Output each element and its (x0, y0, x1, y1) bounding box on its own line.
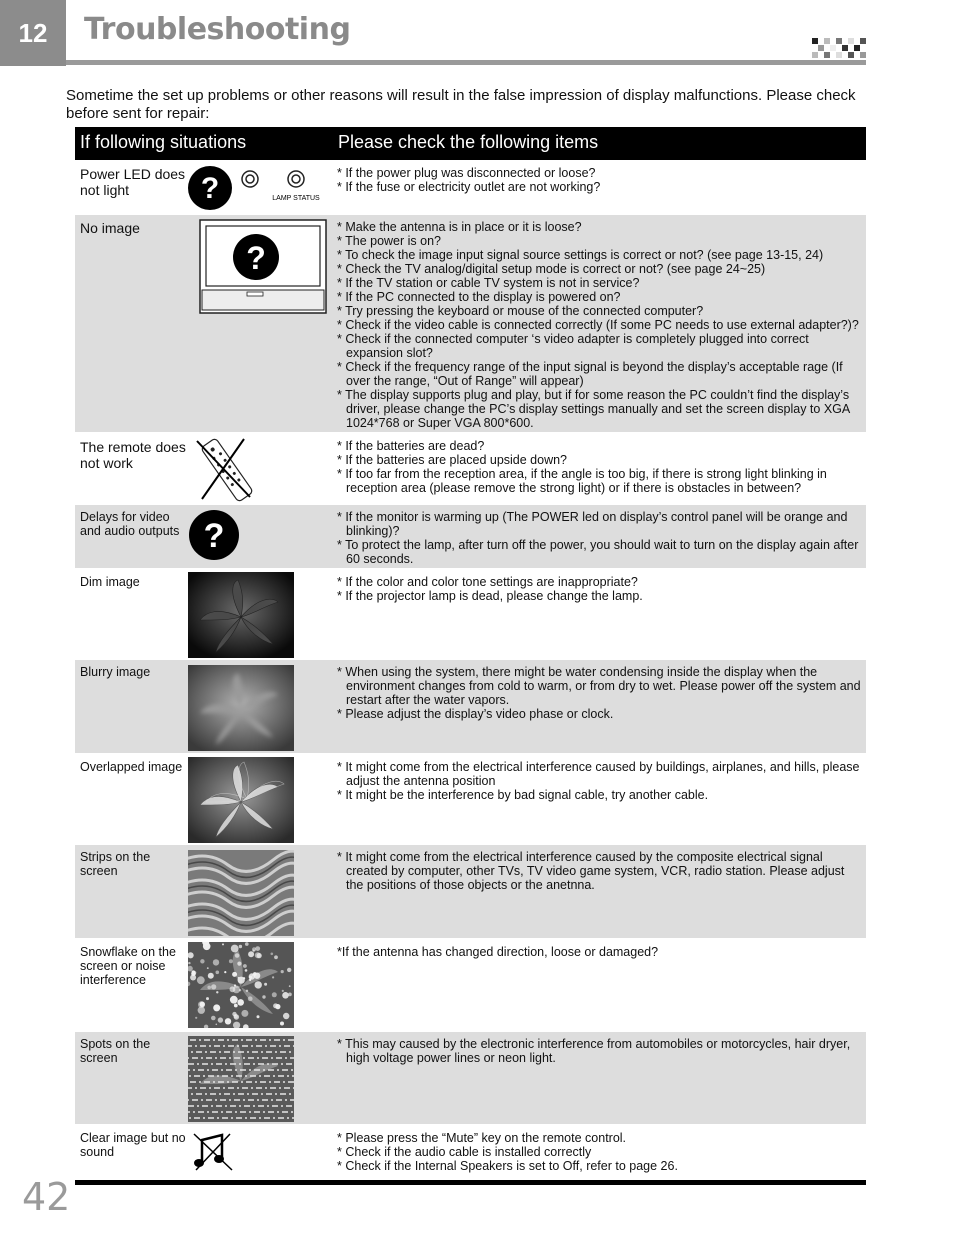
table-row (75, 1032, 866, 1124)
situation-label: Strips on the screen (80, 850, 151, 878)
check-item: * Try pressing the keyboard or mouse of the connected computer? (337, 304, 704, 318)
check-item: * Make the antenna is in place or it is loose? (337, 220, 582, 234)
check-items (337, 665, 862, 721)
check-item: * If the monitor is warming up (The POWER led on display’s control panel will be orange and blinking)? (337, 510, 848, 538)
situation-label: Clear image but no sound (80, 1131, 186, 1159)
check-item: * Check if the audio cable is installed correctly (337, 1145, 592, 1159)
no-sound-icon (192, 1132, 236, 1172)
check-item: * If the fuse or electricity outlet are not working? (337, 180, 601, 194)
led-icon (242, 171, 258, 187)
snowflake-image-sample (188, 942, 294, 1028)
situation-label: Dim image (80, 575, 140, 589)
check-items (337, 850, 862, 892)
spots-image-sample (188, 1036, 294, 1122)
intro-text: Sometime the set up problems or other reasons will result in the false impression of display malfunctions. Please check before sent for repair: (66, 87, 856, 122)
check-items (337, 575, 862, 603)
check-item: * If the batteries are dead? (337, 439, 485, 453)
check-item: * To protect the lamp, after turn off the power, you should wait to turn on the display again after 60 seconds. (337, 538, 859, 566)
strips-image-sample (188, 850, 294, 936)
check-item: * If the TV station or cable TV system is not in service? (337, 276, 640, 290)
svg-text:?: ? (203, 517, 225, 555)
checker-decoration (812, 38, 866, 60)
check-item: * It might come from the electrical interference caused by buildings, airplanes, and hills, please adjust the antenna position (337, 760, 860, 788)
situation-label: Power LED does not light (80, 166, 186, 198)
svg-text:?: ? (200, 172, 220, 205)
check-item: * The display supports plug and play, but if for some reason the PC couldn’t find the display’s driver, please change the PC’s display settings manually and set the screen display to XGA 1024*768 or Super VGA 800*600. (337, 388, 850, 430)
check-item: * Check if the connected computer ‘s video adapter is completely plugged into correct expansion slot? (337, 332, 809, 360)
svg-text:?: ? (246, 240, 266, 276)
remote-crossed-icon (192, 437, 262, 503)
check-item: * To check the image input signal source settings is correct or not? (see page 13-15, 24) (337, 248, 824, 262)
check-items (337, 166, 862, 194)
check-items (337, 220, 862, 430)
chapter-number: 12 (0, 0, 66, 66)
check-item: * Check if the Internal Speakers is set to Off, refer to page 26. (337, 1159, 678, 1173)
check-items (337, 1131, 862, 1173)
situation-label: Spots on the screen (80, 1037, 151, 1065)
check-item: * It might come from the electrical interference caused by the composite electrical signal created by computer, other TVs, TV video game system, VCR, radio station. Please adjust the positions of those objects or the anetnna. (337, 850, 845, 892)
col-situations-header: If following situations (80, 132, 247, 152)
check-item: * Please press the “Mute” key on the remote control. (337, 1131, 627, 1145)
table-row (75, 1126, 866, 1178)
table-row (75, 215, 866, 432)
dim-image-sample (188, 572, 294, 658)
table-row (75, 570, 866, 658)
check-items (337, 510, 862, 566)
table-row (75, 845, 866, 938)
check-item: * If the color and color tone settings are inappropriate? (337, 575, 638, 589)
table-header (75, 127, 866, 160)
check-item: * If the PC connected to the display is powered on? (337, 290, 621, 304)
check-item: *If the antenna has changed direction, loose or damaged? (337, 945, 659, 959)
table-row (75, 940, 866, 1028)
check-item: * This may caused by the electronic interference from automobiles or motorcycles, hair dryer, high voltage power lines or neon light. (337, 1037, 851, 1065)
situation-label: Overlapped image (80, 760, 183, 774)
check-item: * If the power plug was disconnected or loose? (337, 166, 596, 180)
check-item: * Please adjust the display’s video phase or clock. (337, 707, 614, 721)
tv-question-figure (199, 219, 329, 315)
question-icon (188, 509, 242, 563)
page-title: Troubleshooting (84, 12, 351, 47)
check-item: * Check if the frequency range of the input signal is beyond the display’s acceptable rage (If over the range, “Out of Range” will appear) (337, 360, 843, 388)
lamp-led-icon (288, 171, 304, 187)
situation-label: Blurry image (80, 665, 151, 679)
check-item: * Check the TV analog/digital setup mode is correct or not? (see page 24~25) (337, 262, 766, 276)
header-rule (66, 60, 866, 65)
check-item: * If the batteries are placed upside down? (337, 453, 568, 467)
table-row (75, 434, 866, 503)
page-number: 42 (22, 1175, 71, 1219)
blurry-image-sample (188, 665, 294, 751)
col-check-items-header: Please check the following items (338, 132, 599, 152)
check-item: * It might be the interference by bad signal cable, try another cable. (337, 788, 709, 802)
check-item: * The power is on? (337, 234, 441, 248)
check-items (337, 1037, 862, 1065)
situation-label: The remote does not work (80, 439, 186, 471)
table-row (75, 505, 866, 568)
check-items (337, 760, 862, 802)
check-item: * When using the system, there might be water condensing inside the display when the environment changes from cold to warm, or from dry to wet. Please power off the system and restart after the water vapors. (337, 665, 861, 707)
check-item: * If the projector lamp is dead, please change the lamp. (337, 589, 643, 603)
overlapped-image-sample (188, 757, 294, 843)
check-items (337, 945, 862, 959)
table-row (75, 660, 866, 753)
power-led-figure (188, 165, 328, 211)
bottom-rule (75, 1180, 866, 1185)
check-item: * If too far from the reception area, if the angle is too big, if there is strong light blinking in reception area (please remove the strong light) or if there is obstacles in between? (337, 467, 827, 495)
situation-label: No image (80, 220, 140, 236)
check-item: * Check if the video cable is connected correctly (If some PC needs to use external adapter?)? (337, 318, 859, 332)
table-row (75, 755, 866, 843)
lamp-status-label: LAMP STATUS (272, 195, 320, 202)
check-items (337, 439, 862, 495)
situation-label: Delays for video and audio outputs (80, 510, 180, 538)
table-row (75, 161, 866, 213)
situation-label: Snowflake on the screen or noise interference (80, 945, 176, 987)
